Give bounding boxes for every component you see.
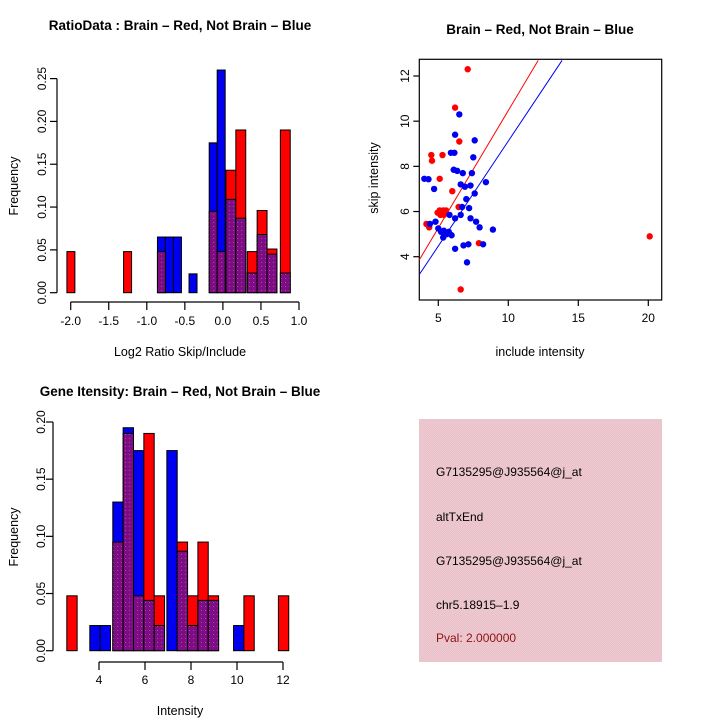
svg-text:5: 5 (434, 311, 442, 325)
svg-text:0.00: 0.00 (35, 281, 49, 305)
svg-text:12: 12 (276, 673, 290, 687)
info-line-probe-2: G7135295@J935564@j_at (436, 554, 582, 568)
intensity-scatter-title: Brain – Red, Not Brain – Blue (446, 22, 634, 37)
svg-text:6: 6 (141, 673, 149, 687)
gene-intensity-histogram-chart (0, 360, 360, 720)
ratio-histogram-title: RatioData : Brain – Red, Not Brain – Blue (48, 18, 312, 33)
svg-text:0.10: 0.10 (35, 195, 49, 219)
svg-text:12: 12 (398, 69, 412, 83)
gene-intensity-histogram-xlabel: Intensity (156, 704, 204, 718)
svg-text:0.0: 0.0 (214, 314, 232, 328)
svg-text:0.20: 0.20 (35, 109, 49, 134)
svg-text:-1.0: -1.0 (136, 314, 158, 328)
gene-info-box (419, 419, 662, 662)
svg-text:-1.5: -1.5 (98, 314, 120, 328)
svg-text:0.20: 0.20 (34, 410, 48, 434)
svg-text:0.15: 0.15 (34, 467, 48, 491)
svg-text:15: 15 (571, 311, 585, 325)
svg-text:6: 6 (398, 208, 412, 215)
svg-text:-2.0: -2.0 (60, 314, 82, 328)
panel-ratio-histogram (0, 0, 360, 360)
gene-intensity-histogram-title: Gene Itensity: Brain – Red, Not Brain – Blue (39, 384, 321, 399)
svg-text:20: 20 (641, 311, 655, 325)
ratio-histogram-xlabel: Log2 Ratio Skip/Include (113, 345, 247, 359)
svg-text:0.5: 0.5 (252, 314, 270, 328)
svg-text:10: 10 (230, 673, 244, 687)
gene-intensity-histogram-ylabel: Frequency (7, 507, 21, 567)
ratio-histogram-chart (0, 0, 360, 360)
ratio-histogram-ylabel: Frequency (7, 156, 21, 216)
svg-text:8: 8 (187, 673, 195, 687)
info-line-pval: Pval: 2.000000 (436, 631, 517, 645)
info-line-probe-1: G7135295@J935564@j_at (436, 465, 582, 479)
svg-text:-0.5: -0.5 (174, 314, 196, 328)
intensity-scatter-chart (360, 0, 720, 360)
panel-intensity-scatter (360, 0, 720, 360)
svg-text:0.05: 0.05 (34, 581, 48, 606)
svg-text:0.10: 0.10 (34, 524, 48, 549)
svg-text:0.25: 0.25 (35, 66, 49, 91)
svg-text:0.15: 0.15 (35, 152, 49, 176)
svg-text:0.00: 0.00 (34, 639, 48, 663)
panel-info-box (360, 360, 720, 720)
svg-text:4: 4 (398, 253, 412, 261)
svg-text:0.05: 0.05 (35, 238, 49, 262)
intensity-scatter-xlabel: include intensity (495, 345, 585, 359)
svg-text:1.0: 1.0 (290, 314, 308, 328)
info-line-location: chr5.18915–1.9 (436, 598, 520, 612)
svg-text:10: 10 (501, 311, 515, 325)
panel-gene-intensity-histogram (0, 360, 360, 720)
info-line-event-type: altTxEnd (436, 510, 484, 524)
svg-text:8: 8 (398, 163, 412, 170)
svg-text:4: 4 (95, 673, 103, 687)
svg-text:10: 10 (398, 114, 412, 128)
intensity-scatter-ylabel: skip intensity (367, 142, 381, 214)
